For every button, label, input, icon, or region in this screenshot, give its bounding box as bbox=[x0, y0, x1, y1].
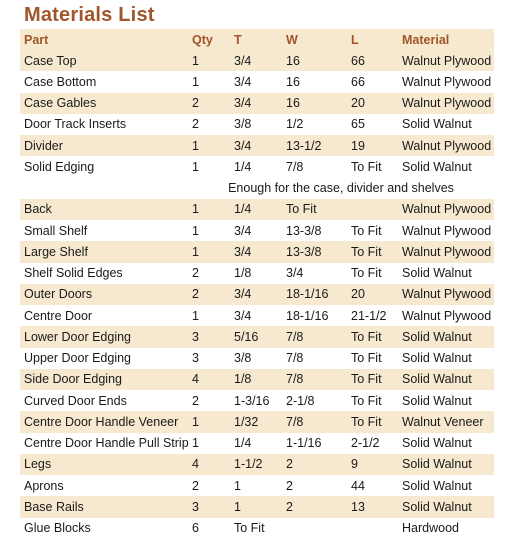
column-header-part: Part bbox=[20, 29, 188, 50]
cell-t: 3/4 bbox=[234, 308, 252, 323]
cell-material: Walnut Plywood bbox=[398, 135, 494, 156]
cell-w: 16 bbox=[282, 50, 347, 71]
table-row bbox=[20, 284, 494, 305]
cell-w: 2 bbox=[282, 454, 347, 475]
cell-l: 9 bbox=[347, 454, 398, 475]
table-row bbox=[20, 263, 494, 284]
cell-qty: 3 bbox=[192, 351, 199, 366]
cell-part: Large Shelf bbox=[20, 241, 188, 262]
cell-l: 65 bbox=[351, 117, 365, 132]
table-row bbox=[20, 71, 494, 92]
cell-material: Solid Walnut bbox=[398, 369, 494, 390]
cell-t: 3/4 bbox=[234, 223, 252, 238]
cell-w: 2 bbox=[282, 496, 347, 517]
column-header-w: W bbox=[282, 29, 347, 50]
cell-w: 18-1/16 bbox=[286, 308, 329, 323]
column-header-t: T bbox=[230, 29, 282, 50]
cell-t: 1/4 bbox=[234, 436, 252, 451]
table-row bbox=[20, 496, 494, 517]
cell-t: 3/8 bbox=[234, 117, 252, 132]
cell-t: 1 bbox=[234, 478, 241, 493]
cell-material: Walnut Plywood bbox=[402, 223, 492, 238]
table-row bbox=[20, 475, 494, 496]
cell-part: Side Door Edging bbox=[20, 369, 188, 390]
cell-material: Walnut Plywood bbox=[402, 74, 492, 89]
cell-w bbox=[282, 518, 347, 539]
cell-material: Hardwood bbox=[402, 521, 459, 536]
cell-material: Solid Walnut bbox=[402, 393, 472, 408]
cell-l: 13 bbox=[347, 496, 398, 517]
cell-part: Shelf Solid Edges bbox=[24, 266, 123, 281]
cell-qty: 1 bbox=[192, 74, 199, 89]
cell-material: Solid Walnut bbox=[402, 351, 472, 366]
cell-part: Curved Door Ends bbox=[24, 393, 127, 408]
header-row bbox=[20, 29, 494, 50]
table-row bbox=[20, 241, 494, 262]
cell-part: Lower Door Edging bbox=[20, 326, 188, 347]
cell-part: Upper Door Edging bbox=[24, 351, 132, 366]
table-row bbox=[20, 220, 494, 241]
table-row bbox=[20, 454, 494, 475]
row-note: Enough for the case, divider and shelves bbox=[228, 181, 454, 196]
cell-l: To Fit bbox=[351, 223, 382, 238]
cell-t: 3/8 bbox=[234, 351, 252, 366]
column-header-qty: Qty bbox=[188, 29, 230, 50]
cell-w: 13-3/8 bbox=[282, 241, 347, 262]
cell-qty: 2 bbox=[192, 393, 199, 408]
cell-w: 1/2 bbox=[286, 117, 304, 132]
column-header-l: L bbox=[347, 29, 398, 50]
cell-w: 2-1/8 bbox=[286, 393, 315, 408]
cell-t: 1-1/2 bbox=[230, 454, 282, 475]
materials-table bbox=[20, 29, 494, 539]
column-header-material: Material bbox=[398, 29, 494, 50]
cell-w: 7/8 bbox=[282, 411, 347, 432]
cell-t: 3/4 bbox=[234, 74, 252, 89]
table-row bbox=[20, 305, 494, 326]
cell-part: Divider bbox=[20, 135, 188, 156]
cell-t: 1/8 bbox=[234, 266, 252, 281]
table-row bbox=[20, 390, 494, 411]
table-row bbox=[20, 199, 494, 220]
table-row bbox=[20, 135, 494, 156]
cell-material: Solid Walnut bbox=[402, 478, 472, 493]
table-row bbox=[20, 156, 494, 177]
cell-t: 1 bbox=[230, 496, 282, 517]
cell-qty: 1 bbox=[192, 308, 199, 323]
cell-part: Centre Door bbox=[24, 308, 93, 323]
cell-qty: 6 bbox=[192, 521, 199, 536]
cell-qty: 1 bbox=[188, 50, 230, 71]
cell-part: Centre Door Handle Veneer bbox=[20, 411, 188, 432]
cell-t: 3/4 bbox=[230, 50, 282, 71]
cell-t: 1/4 bbox=[234, 159, 252, 174]
cell-l: To Fit bbox=[347, 369, 398, 390]
cell-qty: 1 bbox=[188, 135, 230, 156]
cell-t: 3/4 bbox=[230, 93, 282, 114]
cell-material: Solid Walnut bbox=[402, 159, 472, 174]
cell-part: Outer Doors bbox=[20, 284, 188, 305]
cell-part: Legs bbox=[20, 454, 188, 475]
cell-t: 1-3/16 bbox=[234, 393, 270, 408]
cell-part: Door Track Inserts bbox=[24, 117, 127, 132]
cell-material: Solid Walnut bbox=[398, 454, 494, 475]
cell-l bbox=[347, 518, 398, 539]
table-row bbox=[20, 114, 494, 135]
cell-l: 21-1/2 bbox=[351, 308, 387, 323]
cell-w: 3/4 bbox=[286, 266, 304, 281]
cell-qty: 1 bbox=[192, 223, 199, 238]
cell-qty: 2 bbox=[192, 117, 199, 132]
cell-qty: 2 bbox=[192, 266, 199, 281]
cell-material: Solid Walnut bbox=[402, 117, 472, 132]
cell-qty: 4 bbox=[188, 454, 230, 475]
cell-part: Centre Door Handle Pull Strip bbox=[24, 436, 189, 451]
cell-material: Walnut Plywood bbox=[398, 93, 494, 114]
table-row bbox=[20, 348, 494, 369]
cell-material: Walnut Veneer bbox=[398, 411, 494, 432]
cell-w: 16 bbox=[282, 93, 347, 114]
cell-qty: 2 bbox=[192, 478, 199, 493]
cell-qty: 1 bbox=[192, 159, 199, 174]
table-row bbox=[20, 518, 494, 539]
cell-t: 3/4 bbox=[230, 284, 282, 305]
cell-l: 44 bbox=[351, 478, 365, 493]
cell-qty: 1 bbox=[188, 199, 230, 220]
cell-l bbox=[347, 199, 398, 220]
cell-qty: 3 bbox=[188, 496, 230, 517]
cell-material: Walnut Plywood bbox=[398, 284, 494, 305]
table-row bbox=[20, 50, 494, 71]
cell-part: Solid Edging bbox=[24, 159, 95, 174]
cell-qty: 1 bbox=[188, 411, 230, 432]
cell-t: 1/4 bbox=[230, 199, 282, 220]
page-title: Materials List bbox=[24, 4, 155, 26]
cell-material: Solid Walnut bbox=[402, 266, 472, 281]
cell-qty: 1 bbox=[192, 436, 199, 451]
cell-part: Case Top bbox=[20, 50, 188, 71]
cell-part: Small Shelf bbox=[24, 223, 88, 238]
cell-qty: 4 bbox=[188, 369, 230, 390]
note-row bbox=[20, 178, 494, 199]
cell-l: 66 bbox=[347, 50, 398, 71]
cell-w: 7/8 bbox=[286, 351, 304, 366]
cell-qty: 2 bbox=[188, 284, 230, 305]
cell-l: To Fit bbox=[347, 241, 398, 262]
table-row bbox=[20, 369, 494, 390]
cell-part: Case Bottom bbox=[24, 74, 97, 89]
table-row bbox=[20, 326, 494, 347]
cell-w: 16 bbox=[286, 74, 300, 89]
cell-l: To Fit bbox=[347, 411, 398, 432]
cell-qty: 2 bbox=[188, 93, 230, 114]
cell-w: 7/8 bbox=[282, 369, 347, 390]
cell-material: Solid Walnut bbox=[402, 436, 472, 451]
cell-qty: 3 bbox=[188, 326, 230, 347]
cell-material: Walnut Plywood bbox=[398, 50, 494, 71]
cell-w: 2 bbox=[286, 478, 293, 493]
cell-w: 13-3/8 bbox=[286, 223, 322, 238]
cell-part: Glue Blocks bbox=[24, 521, 91, 536]
cell-material: Walnut Plywood bbox=[398, 199, 494, 220]
cell-l: To Fit bbox=[351, 393, 382, 408]
cell-t: 5/16 bbox=[230, 326, 282, 347]
cell-material: Walnut Plywood bbox=[398, 241, 494, 262]
table-row bbox=[20, 411, 494, 432]
cell-part: Back bbox=[20, 199, 188, 220]
cell-part: Base Rails bbox=[20, 496, 188, 517]
cell-t: 1/8 bbox=[230, 369, 282, 390]
table-row bbox=[20, 93, 494, 114]
cell-w: 7/8 bbox=[286, 159, 304, 174]
cell-w: 1-1/16 bbox=[286, 436, 322, 451]
cell-l: To Fit bbox=[351, 351, 382, 366]
cell-l: 20 bbox=[347, 93, 398, 114]
cell-t: 3/4 bbox=[230, 135, 282, 156]
cell-material: Solid Walnut bbox=[398, 496, 494, 517]
cell-l: 19 bbox=[347, 135, 398, 156]
cell-l: 66 bbox=[351, 74, 365, 89]
cell-t: 3/4 bbox=[230, 241, 282, 262]
cell-l: 20 bbox=[347, 284, 398, 305]
cell-t: To Fit bbox=[234, 521, 265, 536]
cell-w: To Fit bbox=[282, 199, 347, 220]
cell-l: To Fit bbox=[351, 266, 382, 281]
cell-l: To Fit bbox=[351, 159, 382, 174]
cell-w: 18-1/16 bbox=[282, 284, 347, 305]
cell-t: 1/32 bbox=[230, 411, 282, 432]
cell-l: To Fit bbox=[347, 326, 398, 347]
cell-part: Aprons bbox=[24, 478, 64, 493]
cell-part: Case Gables bbox=[20, 93, 188, 114]
cell-material: Walnut Plywood bbox=[402, 308, 492, 323]
table-row bbox=[20, 433, 494, 454]
cell-l: 2-1/2 bbox=[351, 436, 380, 451]
cell-qty: 1 bbox=[188, 241, 230, 262]
cell-material: Solid Walnut bbox=[398, 326, 494, 347]
cell-w: 13-1/2 bbox=[282, 135, 347, 156]
cell-w: 7/8 bbox=[282, 326, 347, 347]
